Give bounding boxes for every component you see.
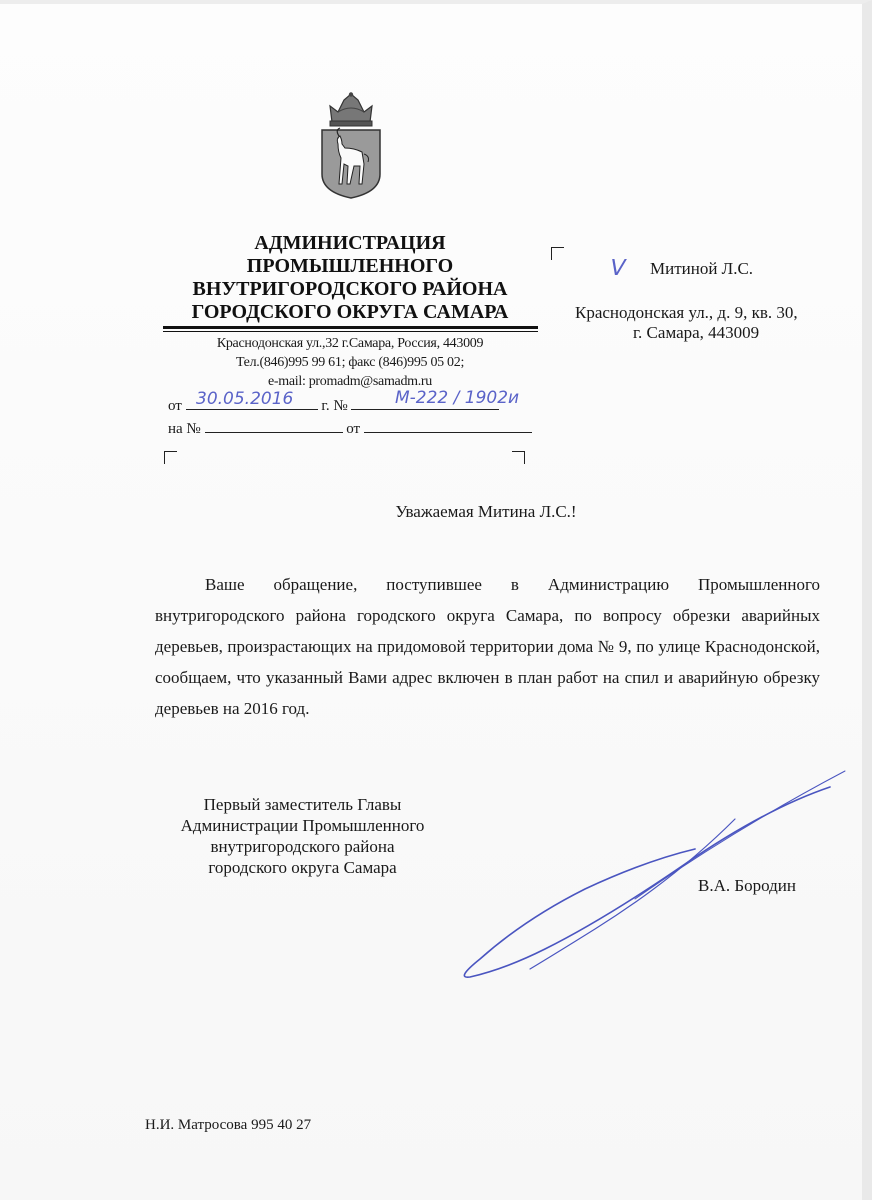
org-phone: Тел.(846)995 99 61; факс (846)995 05 02; <box>235 355 465 370</box>
letter-body: Ваше обращение, поступившее в Администрацию Промышленного внутригородского района городского округа Самара, по вопросу обрезки аварийных деревьев, произрастающих на придомовой территории дома № 9, по улице Краснодонской, сообщаем, что указанный Вами адрес включен в план работ на спил и аварийную обрезку деревьев на 2016 год. <box>155 575 820 718</box>
greeting: Уважаемая Митина Л.С.! <box>395 502 577 521</box>
recipient-address-line1: Краснодонская ул., д. 9, кв. 30, <box>575 303 798 322</box>
registration-line-incoming <box>168 417 532 438</box>
handwritten-signature <box>435 769 860 984</box>
org-address: Краснодонская ул.,32 г.Самара, Россия, 443009 <box>216 336 484 351</box>
corner-mark-recipient <box>551 247 564 260</box>
signer-position <box>150 794 455 878</box>
organization-name <box>160 232 540 324</box>
signer-line-2: Администрации Промышленного <box>180 816 425 835</box>
corner-mark-top-left <box>164 451 177 464</box>
recipient-name: Митиной Л.С. <box>650 259 754 278</box>
org-line-4: ГОРОДСКОГО ОКРУГА САМАРА <box>191 301 509 323</box>
org-line-2: ПРОМЫШЛЕННОГО <box>246 255 454 277</box>
executor-contact: Н.И. Матросова 995 40 27 <box>145 1117 312 1133</box>
handwritten-date: 30.05.2016 <box>196 389 294 409</box>
recipient-address-line2: г. Самара, 443009 <box>633 323 760 342</box>
org-line-3: ВНУТРИГОРОДСКОГО РАЙОНА <box>192 278 508 300</box>
g-number-label: г. № <box>321 398 348 414</box>
org-line-1: АДМИНИСТРАЦИЯ <box>254 232 446 254</box>
handwritten-number: М-222 / 1902и <box>395 388 520 408</box>
recipient-checkmark: V <box>607 256 628 281</box>
ot-label: от <box>346 421 361 437</box>
samara-coat-of-arms-icon <box>318 92 384 200</box>
na-number-label: на № <box>168 421 201 437</box>
signer-name: В.А. Бородин <box>698 876 796 895</box>
organization-contacts <box>175 334 525 391</box>
org-email: e-mail: promadm@samadm.ru <box>267 374 432 389</box>
signer-line-4: городского округа Самара <box>208 858 397 877</box>
signer-line-3: внутригородского района <box>210 837 395 856</box>
corner-mark-top-right <box>512 451 525 464</box>
signer-line-1: Первый заместитель Главы <box>203 795 402 814</box>
incoming-number-field <box>205 417 343 433</box>
header-rule-thick <box>163 326 538 329</box>
header-rule-thin <box>163 331 538 332</box>
incoming-date-field <box>364 417 532 433</box>
from-label: от <box>168 398 182 414</box>
